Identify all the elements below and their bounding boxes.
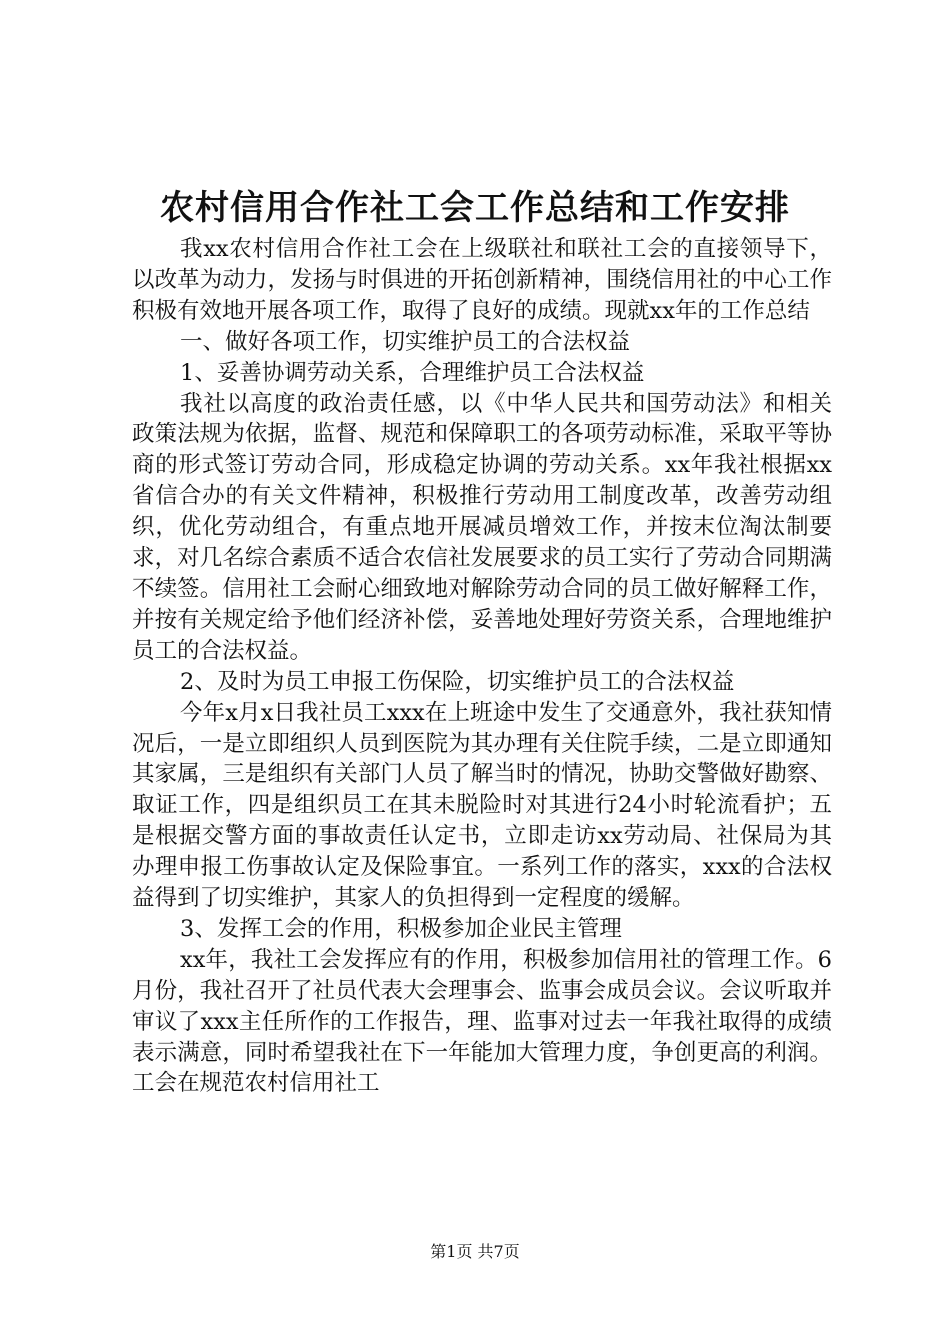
body-paragraph: 今年x月x日我社员工xxx在上班途中发生了交通意外，我社获知情况后，一是立即组织人员到医院为其办理有关住院手续，二是立即通知其家属，三是组织有关部门人员了解当时的情况，协助交警做好勘察、取证工作，四是组织员工在其未脱险时对其进行24小时轮流看护；五是根据交警方面的事故责任认定书，立即走访xx劳动局、社保局为其办理申报工伤事故认定及保险事宜。一系列工作的落实，xxx的合法权益得到了切实维护，其家人的负担得到一定程度的缓解。 [132, 699, 832, 912]
subsection-heading-3: 3、发挥工会的作用，积极参加企业民主管理 [180, 915, 622, 942]
document-title: 农村信用合作社工会工作总结和工作安排 [160, 188, 790, 228]
body-paragraph: xx年，我社工会发挥应有的作用，积极参加信用社的管理工作。6月份，我社召开了社员代表大会理事会、监事会成员会议。会议听取并审议了xxx主任所作的工作报告，理、监事对过去一年我社取得的成绩表示满意，同时希望我社在下一年能加大管理力度，争创更高的利润。工会在规范农村信用社工 [132, 946, 832, 1097]
document-body [132, 234, 832, 1099]
subsection-heading-2: 2、及时为员工申报工伤保险，切实维护员工的合法权益 [180, 668, 735, 695]
section-heading-1: 一、做好各项工作，切实维护员工的合法权益 [180, 328, 631, 355]
subsection-heading-1: 1、妥善协调劳动关系，合理维护员工合法权益 [180, 359, 645, 386]
intro-paragraph: 我xx农村信用合作社工会在上级联社和联社工会的直接领导下，以改革为动力，发扬与时俱进的开拓创新精神，围绕信用社的中心工作积极有效地开展各项工作，取得了良好的成绩。现就xx年的工作总结 [132, 236, 832, 324]
body-paragraph: 我社以高度的政治责任感，以《中华人民共和国劳动法》和相关政策法规为依据，监督、规范和保障职工的各项劳动标准，采取平等协商的形式签订劳动合同，形成稳定协调的劳动关系。xx年我社根据xx省信合办的有关文件精神，积极推行劳动用工制度改革，改善劳动组织，优化劳动组合，有重点地开展减员增效工作，并按末位淘汰制要求，对几名综合素质不适合农信社发展要求的员工实行了劳动合同期满不续签。信用社工会耐心细致地对解除劳动合同的员工做好解释工作，并按有关规定给予他们经济补偿，妥善地处理好劳资关系，合理地维护员工的合法权益。 [132, 390, 832, 664]
page-footer: 第1页 共7页 [430, 1242, 520, 1261]
